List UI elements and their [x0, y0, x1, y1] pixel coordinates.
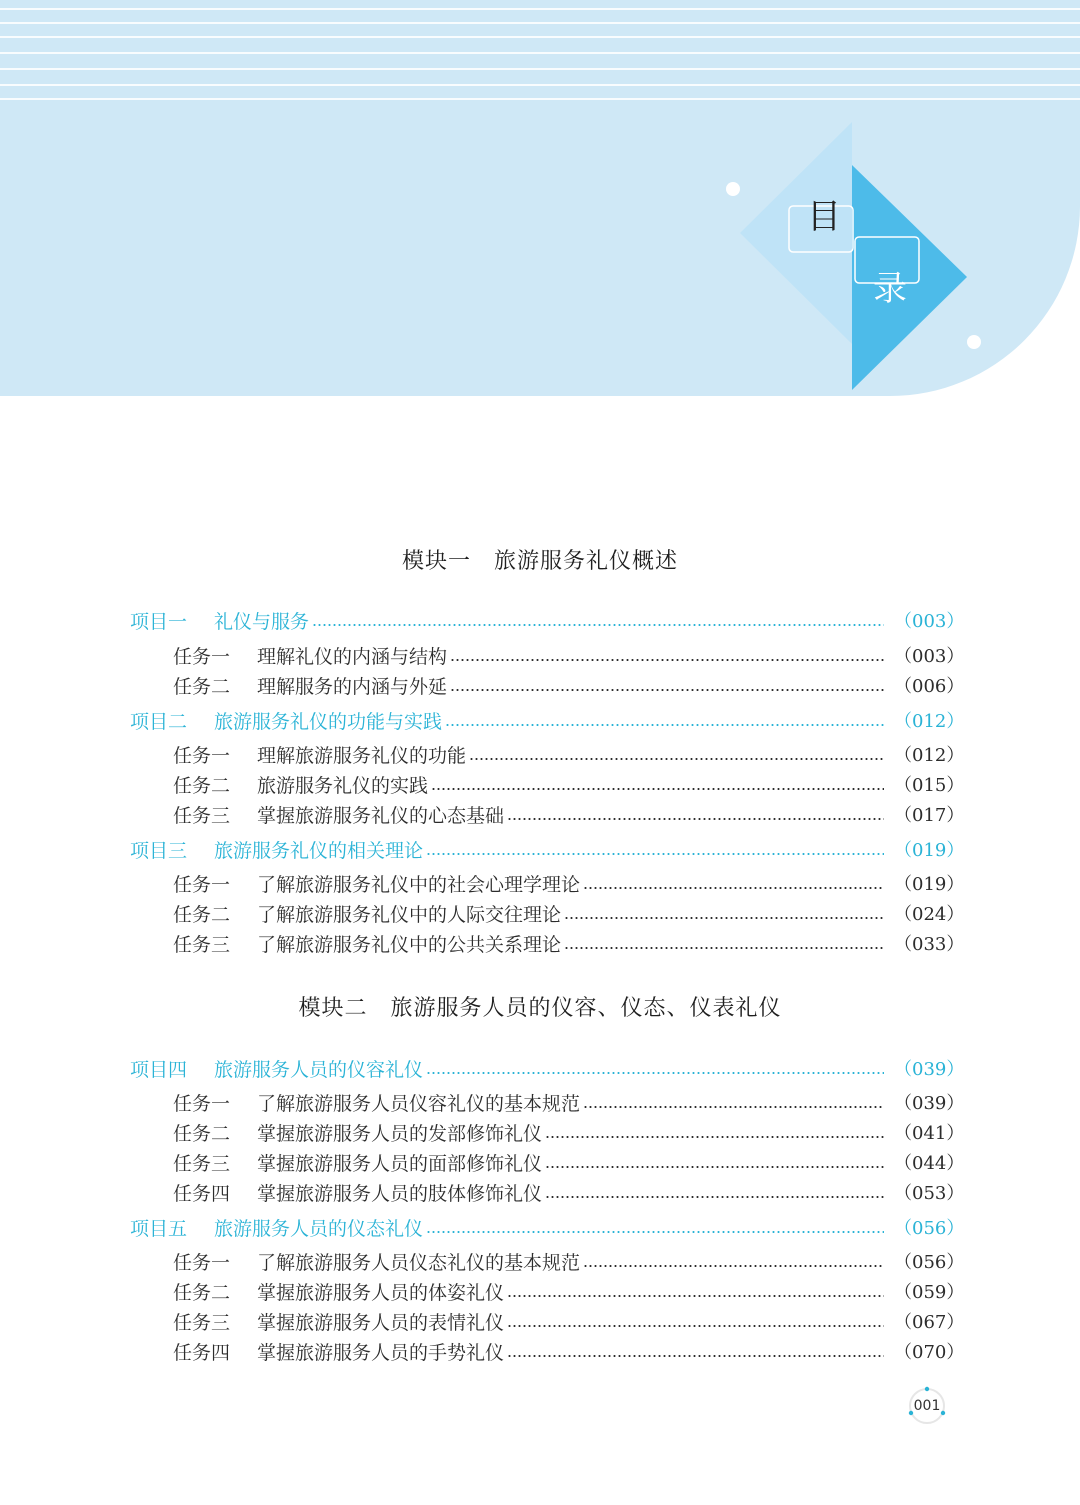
page-ref: （003） [894, 611, 965, 632]
page-ref: （015） [894, 775, 965, 796]
title-char-2: 录 [873, 269, 907, 309]
page-ref: （012） [894, 711, 965, 732]
toc-project-row[interactable] [130, 609, 965, 635]
project-title: 旅游服务礼仪的相关理论 [214, 840, 424, 862]
task-title: 了解旅游服务人员仪态礼仪的基本规范 [257, 1252, 581, 1274]
task-number: 任务二 [173, 676, 231, 698]
project-title: 旅游服务人员的仪容礼仪 [214, 1059, 424, 1081]
dot-leader [545, 1136, 884, 1138]
toc-task-row[interactable] [173, 644, 965, 670]
toc-task-row[interactable] [173, 1250, 965, 1276]
task-title: 理解旅游服务礼仪的功能 [257, 745, 467, 767]
page-ref: （041） [894, 1123, 965, 1144]
project-title: 礼仪与服务 [214, 611, 310, 633]
toc-task-row[interactable] [173, 902, 965, 928]
task-title: 掌握旅游服务人员的发部修饰礼仪 [257, 1123, 543, 1145]
project-number: 项目二 [130, 711, 188, 733]
page-ref: （017） [894, 805, 965, 826]
task-number: 任务三 [173, 1153, 231, 1175]
dot-leader [507, 1355, 884, 1357]
page-ref: （070） [894, 1342, 965, 1363]
page-ref: （053） [894, 1183, 965, 1204]
page-ref: （033） [894, 934, 965, 955]
page-ref: （056） [894, 1252, 965, 1273]
task-number: 任务四 [173, 1342, 231, 1364]
task-number: 任务二 [173, 1282, 231, 1304]
dot-leader [312, 624, 884, 626]
dot-leader [507, 1295, 884, 1297]
task-title: 掌握旅游服务人员的表情礼仪 [257, 1312, 505, 1334]
dot-leader [583, 887, 884, 889]
toc-task-row[interactable] [173, 1121, 965, 1147]
task-number: 任务三 [173, 805, 231, 827]
toc-task-row[interactable] [173, 1181, 965, 1207]
dot-leader [426, 853, 884, 855]
dot-leader [583, 1106, 884, 1108]
toc-task-row[interactable] [173, 1151, 965, 1177]
task-title: 了解旅游服务礼仪中的公共关系理论 [257, 934, 562, 956]
dot-lower [967, 335, 981, 349]
task-title: 理解服务的内涵与外延 [257, 676, 448, 698]
project-number: 项目一 [130, 611, 188, 633]
task-title: 掌握旅游服务人员的体姿礼仪 [257, 1282, 505, 1304]
toc-task-row[interactable] [173, 674, 965, 700]
project-number: 项目三 [130, 840, 188, 862]
page-ref: （019） [894, 874, 965, 895]
page-ref: （024） [894, 904, 965, 925]
toc-project-row[interactable] [130, 838, 965, 864]
dot-leader [545, 1196, 884, 1198]
toc-task-row[interactable] [173, 803, 965, 829]
page-ref: （012） [894, 745, 965, 766]
task-title: 了解旅游服务人员仪容礼仪的基本规范 [257, 1093, 581, 1115]
toc-project-row[interactable] [130, 709, 965, 735]
title-graphic [0, 0, 1080, 396]
project-title: 旅游服务礼仪的功能与实践 [214, 711, 443, 733]
task-title: 掌握旅游服务人员的面部修饰礼仪 [257, 1153, 543, 1175]
dot-upper [726, 182, 740, 196]
task-title: 旅游服务礼仪的实践 [257, 775, 429, 797]
dot-leader [469, 758, 884, 760]
task-number: 任务三 [173, 1312, 231, 1334]
page-ref: （006） [894, 676, 965, 697]
task-number: 任务三 [173, 934, 231, 956]
task-title: 了解旅游服务礼仪中的社会心理学理论 [257, 874, 581, 896]
header-band [0, 0, 1080, 396]
dot-leader [426, 1231, 884, 1233]
project-number: 项目四 [130, 1059, 188, 1081]
page-ref: （059） [894, 1282, 965, 1303]
dot-leader [564, 917, 884, 919]
toc-task-row[interactable] [173, 1280, 965, 1306]
task-number: 任务一 [173, 1093, 231, 1115]
toc-task-row[interactable] [173, 773, 965, 799]
toc-task-row[interactable] [173, 1310, 965, 1336]
toc-task-row[interactable] [173, 872, 965, 898]
task-number: 任务一 [173, 646, 231, 668]
dot-leader [450, 689, 884, 691]
dot-leader [545, 1166, 884, 1168]
dot-leader [507, 1325, 884, 1327]
dot-leader [426, 1072, 884, 1074]
project-number: 项目五 [130, 1218, 188, 1240]
toc-task-row[interactable] [173, 1091, 965, 1117]
dot-leader [507, 818, 884, 820]
dot-leader [450, 659, 884, 661]
task-number: 任务一 [173, 1252, 231, 1274]
page-ref: （019） [894, 840, 965, 861]
task-number: 任务二 [173, 775, 231, 797]
task-title: 掌握旅游服务人员的手势礼仪 [257, 1342, 505, 1364]
task-number: 任务四 [173, 1183, 231, 1205]
task-number: 任务二 [173, 904, 231, 926]
dot-leader [431, 788, 884, 790]
page-ref: （003） [894, 646, 965, 667]
task-title: 了解旅游服务礼仪中的人际交往理论 [257, 904, 562, 926]
page-number-badge [906, 1385, 948, 1427]
toc-task-row[interactable] [173, 1340, 965, 1366]
page-ref: （067） [894, 1312, 965, 1333]
toc-project-row[interactable] [130, 1057, 965, 1083]
page-ref: （039） [894, 1059, 965, 1080]
module-title: 模块一 旅游服务礼仪概述 [401, 549, 678, 574]
task-number: 任务一 [173, 745, 231, 767]
task-number: 任务二 [173, 1123, 231, 1145]
dot-leader [583, 1265, 884, 1267]
dot-leader [564, 947, 884, 949]
module-title: 模块二 旅游服务人员的仪容、仪态、仪表礼仪 [298, 996, 782, 1021]
page-ref: （039） [894, 1093, 965, 1114]
toc-task-row[interactable] [173, 743, 965, 769]
diamond-right-shape [852, 165, 967, 390]
task-title: 掌握旅游服务礼仪的心态基础 [257, 805, 505, 827]
page-ref: （056） [894, 1218, 965, 1239]
toc-task-row[interactable] [173, 932, 965, 958]
page-ref: （044） [894, 1153, 965, 1174]
task-title: 理解礼仪的内涵与结构 [257, 646, 448, 668]
page-number: 001 [913, 1398, 941, 1414]
toc-project-row[interactable] [130, 1216, 965, 1242]
task-title: 掌握旅游服务人员的肢体修饰礼仪 [257, 1183, 543, 1205]
title-char-1: 目 [807, 197, 841, 237]
project-title: 旅游服务人员的仪态礼仪 [214, 1218, 424, 1240]
dot-leader [445, 724, 884, 726]
task-number: 任务一 [173, 874, 231, 896]
